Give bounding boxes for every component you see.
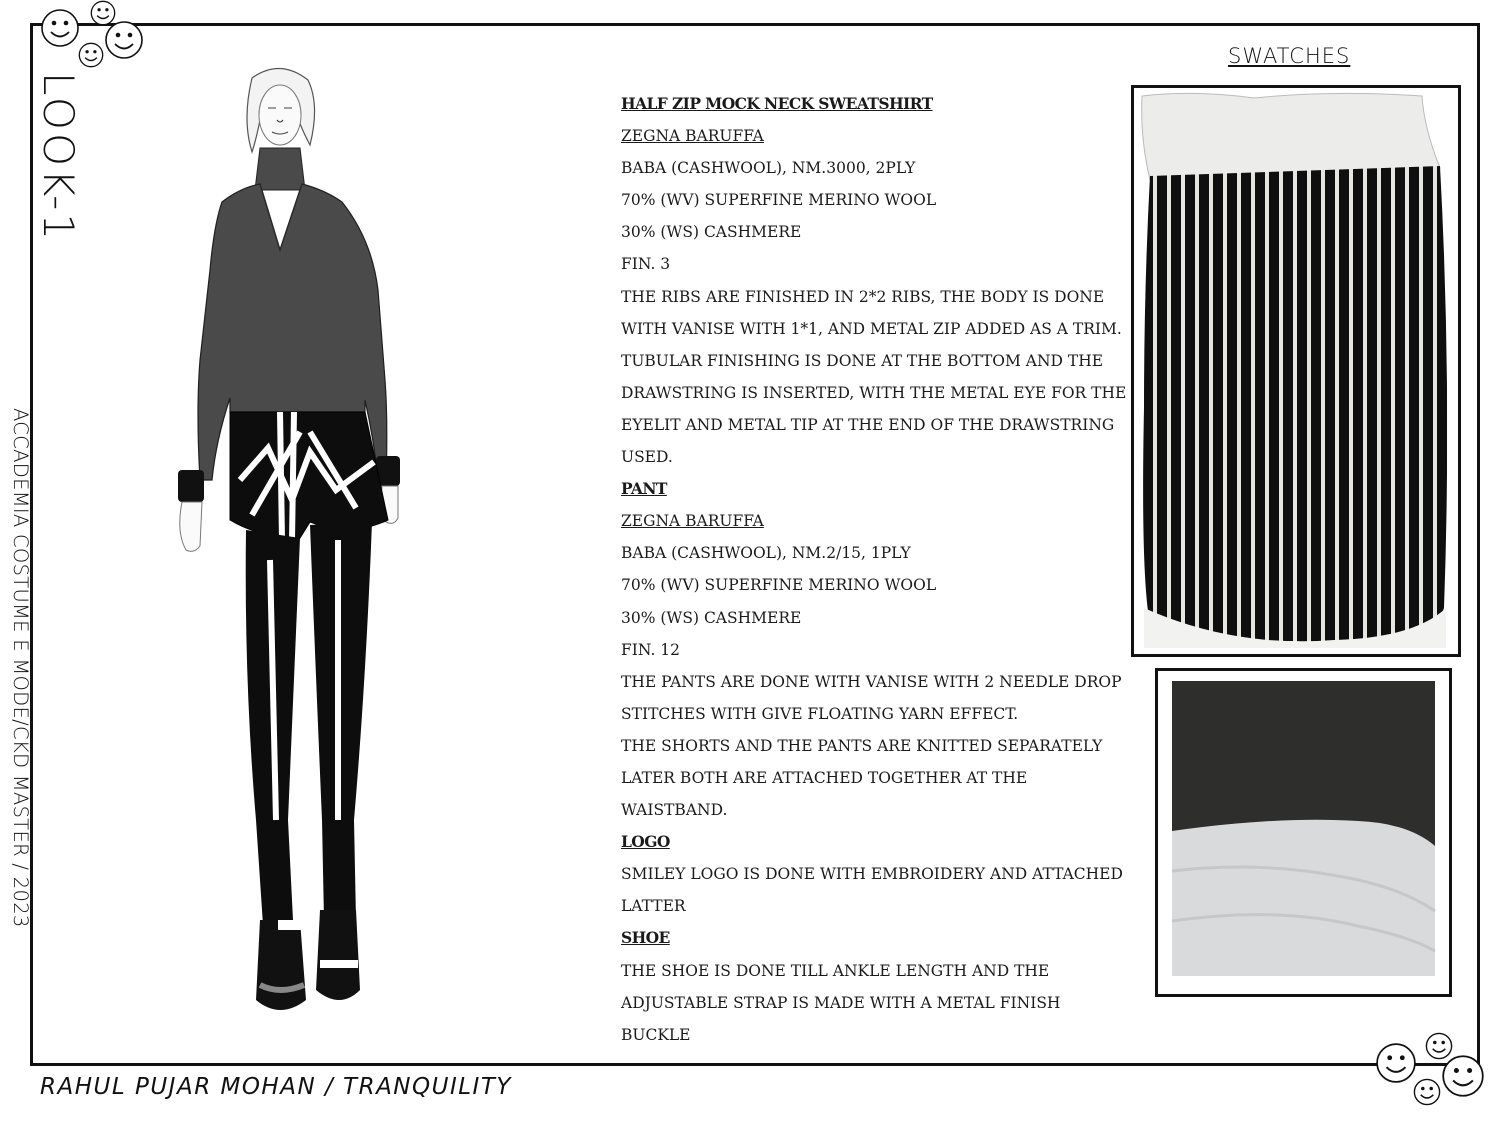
logo-heading: LOGO [621, 832, 670, 852]
spec-line: THE PANTS ARE DONE WITH VANISE WITH 2 NEEDLE DROP [621, 672, 1122, 691]
fashion-illustration [160, 60, 410, 1020]
jersey-knit-swatch [1158, 671, 1449, 994]
spec-line: WAISTBAND. [621, 801, 728, 820]
smiley-face-icon [104, 20, 144, 60]
smiley-face-icon [78, 42, 104, 68]
pant-supplier: ZEGNA BARUFFA [621, 512, 764, 531]
spec-line: FIN. 12 [621, 640, 681, 659]
spec-line: BUCKLE [621, 1025, 691, 1044]
spec-line: SMILEY LOGO IS DONE WITH EMBROIDERY AND ATTACHED [621, 865, 1123, 884]
shoe-heading: SHOE [621, 928, 670, 948]
spec-line: DRAWSTRING IS INSERTED, WITH THE METAL EYE FOR THE [621, 383, 1127, 402]
spec-line: THE SHORTS AND THE PANTS ARE KNITTED SEPARATELY [621, 736, 1103, 755]
sweatshirt-heading: HALF ZIP MOCK NECK SWEATSHIRT [621, 94, 933, 113]
spec-line: STITCHES WITH GIVE FLOATING YARN EFFECT. [621, 704, 1019, 723]
spec-line: THE SHOE IS DONE TILL ANKLE LENGTH AND THE [621, 961, 1050, 980]
spec-line: THE RIBS ARE FINISHED IN 2*2 RIBS, THE BODY IS DONE [621, 287, 1105, 306]
spec-line: 30% (WS) CASHMERE [621, 608, 802, 627]
spec-line: 30% (WS) CASHMERE [621, 223, 802, 242]
spec-line: 70% (WV) SUPERFINE MERINO WOOL [621, 576, 937, 595]
smiley-cluster-top-left [38, 0, 148, 75]
spec-line: FIN. 3 [621, 255, 671, 274]
spec-line: 70% (WV) SUPERFINE MERINO WOOL [621, 191, 937, 210]
spec-line: USED. [621, 448, 673, 467]
spec-line: BABA (CASHWOOL), NM.3000, 2PLY [621, 159, 916, 178]
spec-line: LATER BOTH ARE ATTACHED TOGETHER AT THE [621, 768, 1028, 787]
ribbed-knit-swatch [1134, 88, 1458, 654]
pant-heading: PANT [621, 479, 667, 499]
spec-line: TUBULAR FINISHING IS DONE AT THE BOTTOM AND THE [621, 351, 1104, 370]
sweatshirt-supplier: ZEGNA BARUFFA [621, 127, 764, 146]
smiley-face-icon [1441, 1054, 1485, 1098]
spec-line: ADJUSTABLE STRAP IS MADE WITH A METAL FINISH [621, 993, 1061, 1012]
footer-credit: RAHUL PUJAR MOHAN / TRANQUILITY [40, 1074, 512, 1100]
smiley-cluster-bottom-right [1375, 1030, 1490, 1115]
swatches-title: SWATCHES [1228, 44, 1351, 68]
spec-line: BABA (CASHWOOL), NM.2/15, 1PLY [621, 544, 911, 563]
swatch-rib-frame [1131, 85, 1461, 657]
look-title: LOOK-1 [34, 72, 83, 244]
smiley-face-icon [1413, 1078, 1441, 1106]
smiley-face-icon [40, 8, 80, 48]
spec-line: WITH VANISE WITH 1*1, AND METAL ZIP ADDED AS A TRIM. [621, 319, 1122, 338]
spec-line: EYELIT AND METAL TIP AT THE END OF THE DRAWSTRING [621, 415, 1115, 434]
swatch-jersey-frame [1155, 668, 1452, 997]
spec-line: LATTER [621, 897, 686, 916]
smiley-face-icon [1375, 1042, 1417, 1084]
spec-sheet [621, 88, 1141, 1051]
